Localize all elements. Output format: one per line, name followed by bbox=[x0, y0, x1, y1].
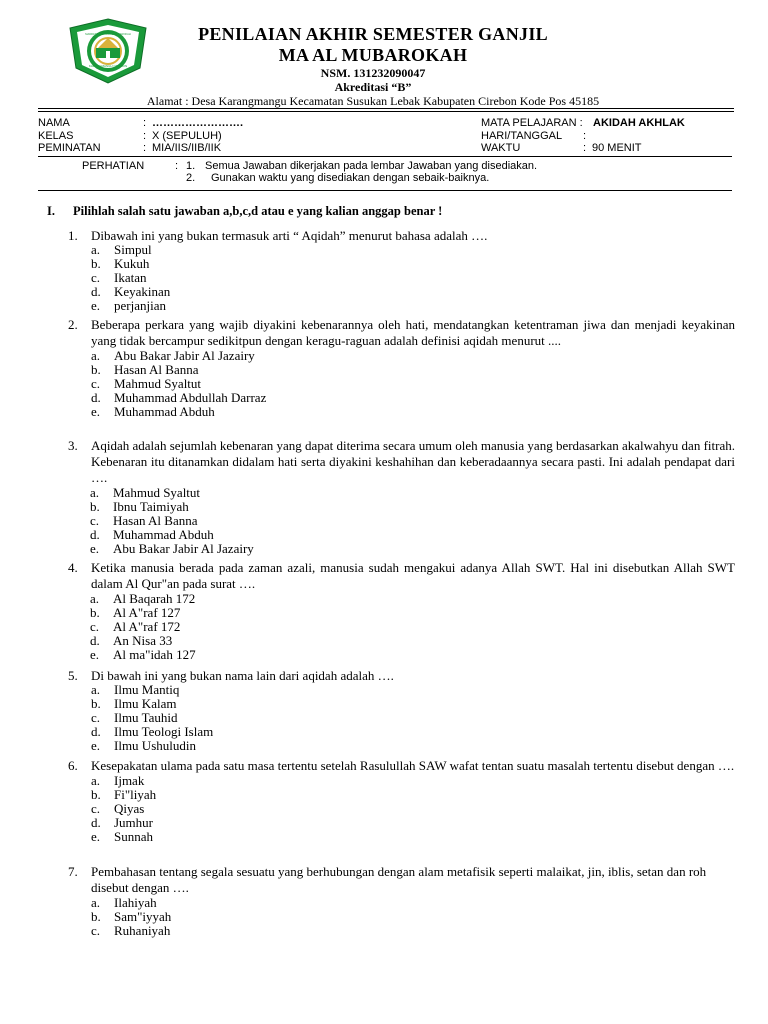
option-item bbox=[91, 285, 735, 299]
option-item bbox=[91, 830, 735, 844]
kelas-label: KELAS bbox=[38, 130, 74, 142]
option-letter: d. bbox=[91, 724, 101, 739]
question-text: Aqidah adalah sejumlah kebenaran yang dapat diterima secara umum oleh manusia yang berdasarkan akalwahyu dan fitrah. Kebenaran itu ditanamkan didalam hati serta diyakini keshahihan dan keberadaannya secara pasti. Ini adalah pendapat dari …. bbox=[91, 438, 735, 485]
section-heading bbox=[47, 204, 442, 219]
hari-label: HARI/TANGGAL bbox=[481, 130, 563, 142]
option-letter: a. bbox=[90, 485, 100, 500]
header-divider bbox=[38, 108, 734, 109]
nsm-number: NSM. 131232090047 bbox=[320, 66, 426, 80]
option-text: Mahmud Syaltut bbox=[113, 485, 201, 500]
option-letter: c. bbox=[91, 923, 101, 938]
question-text: Di bawah ini yang bukan nama lain dari aqidah adalah …. bbox=[91, 668, 394, 683]
option-letter: d. bbox=[90, 527, 100, 542]
option-item bbox=[91, 363, 735, 377]
option-item bbox=[91, 405, 735, 419]
option-text: Ikatan bbox=[114, 270, 147, 285]
option-text: Mahmud Syaltut bbox=[114, 376, 202, 391]
option-text: Ilmu Kalam bbox=[114, 696, 177, 711]
option-item bbox=[91, 788, 735, 802]
option-item bbox=[91, 774, 735, 788]
option-item bbox=[91, 725, 735, 739]
question-text: Ketika manusia berada pada zaman azali, manusia sudah mengakui adanya Allah SWT. Hal ini disebutkan Allah SWT dalam Al Qur"an pada surat …. bbox=[91, 560, 735, 591]
question-number: 1. bbox=[68, 228, 78, 243]
option-letter: a. bbox=[91, 348, 101, 363]
option-letter: c. bbox=[91, 710, 101, 725]
option-letter: c. bbox=[91, 801, 101, 816]
option-text: Hasan Al Banna bbox=[114, 362, 199, 377]
option-item bbox=[90, 500, 735, 514]
question-4 bbox=[68, 560, 735, 662]
option-letter: b. bbox=[91, 362, 101, 377]
perhatian-item1-num: 1. bbox=[186, 160, 196, 172]
perhatian-item2: Gunakan waktu yang disediakan dengan sebaik-baiknya. bbox=[211, 172, 490, 184]
option-item bbox=[91, 910, 735, 924]
question-2 bbox=[68, 317, 735, 419]
option-text: Kukuh bbox=[114, 256, 150, 271]
header-divider-thin bbox=[38, 111, 734, 112]
section-title: Pilihlah salah satu jawaban a,b,c,d atau e yang kalian anggap benar ! bbox=[73, 204, 443, 218]
option-text: Al A"raf 127 bbox=[113, 605, 181, 620]
peminatan-value: MIA/IIS/IIB/IIK bbox=[152, 142, 222, 154]
perhatian-label: PERHATIAN bbox=[82, 160, 145, 172]
option-item bbox=[90, 634, 735, 648]
option-list bbox=[91, 243, 735, 313]
question-1 bbox=[68, 228, 735, 313]
option-letter: b. bbox=[90, 499, 100, 514]
option-letter: b. bbox=[91, 909, 101, 924]
option-text: Ilmu Ushuludin bbox=[114, 738, 196, 753]
accreditation: Akreditasi “B” bbox=[334, 80, 412, 94]
option-letter: d. bbox=[91, 284, 101, 299]
option-item bbox=[91, 739, 735, 753]
hari-sep: : bbox=[583, 130, 587, 142]
question-number: 6. bbox=[68, 758, 78, 773]
option-text: Sunnah bbox=[114, 829, 153, 844]
option-text: Muhammad Abdullah Darraz bbox=[114, 390, 267, 405]
option-text: Fi"liyah bbox=[114, 787, 157, 802]
option-letter: a. bbox=[91, 682, 101, 697]
option-text: Ilmu Mantiq bbox=[114, 682, 180, 697]
option-text: Al ma"idah 127 bbox=[113, 647, 196, 662]
option-text: Al Baqarah 172 bbox=[113, 591, 196, 606]
option-letter: a. bbox=[90, 591, 100, 606]
option-text: Muhammad Abduh bbox=[114, 404, 215, 419]
option-item bbox=[91, 243, 735, 257]
option-text: Abu Bakar Jabir Al Jazairy bbox=[113, 541, 254, 556]
option-text: Jumhur bbox=[114, 815, 153, 830]
option-letter: b. bbox=[90, 605, 100, 620]
option-letter: e. bbox=[91, 829, 101, 844]
nama-sep: : bbox=[143, 117, 147, 129]
option-letter: a. bbox=[91, 895, 101, 910]
option-item bbox=[90, 528, 735, 542]
page-title-line2: MA AL MUBAROKAH bbox=[278, 45, 468, 65]
perhatian-divider bbox=[38, 190, 732, 191]
option-item bbox=[91, 896, 735, 910]
option-letter: e. bbox=[90, 541, 100, 556]
perhatian-item2-num: 2. bbox=[186, 172, 196, 184]
option-text: Ilmu Tauhid bbox=[114, 710, 178, 725]
question-3 bbox=[68, 438, 735, 556]
question-number: 7. bbox=[68, 864, 78, 879]
option-text: Hasan Al Banna bbox=[113, 513, 198, 528]
question-number: 5. bbox=[68, 668, 78, 683]
option-letter: c. bbox=[91, 376, 101, 391]
option-letter: a. bbox=[91, 773, 101, 788]
nama-label: NAMA bbox=[38, 117, 70, 129]
question-text: Dibawah ini yang bukan termasuk arti “ Aqidah” menurut bahasa adalah …. bbox=[91, 228, 488, 243]
option-letter: a. bbox=[91, 242, 101, 257]
option-letter: b. bbox=[91, 787, 101, 802]
question-number: 2. bbox=[68, 317, 78, 332]
option-item bbox=[91, 683, 735, 697]
question-6 bbox=[68, 758, 735, 844]
option-letter: d. bbox=[91, 390, 101, 405]
option-list bbox=[91, 774, 735, 844]
option-text: Ilahiyah bbox=[114, 895, 157, 910]
option-item bbox=[91, 697, 735, 711]
question-text: Kesepakatan ulama pada satu masa tertentu setelah Rasulullah SAW wafat tentan suatu masalah tertentu disebut dengan …. bbox=[91, 758, 735, 773]
logo-outer-text: MADRASAH ALIYAH AL MUBAROKAH bbox=[85, 33, 131, 36]
option-letter: c. bbox=[91, 270, 101, 285]
waktu-sep: : bbox=[583, 142, 587, 154]
option-item bbox=[91, 271, 735, 285]
option-item bbox=[90, 648, 735, 662]
option-letter: d. bbox=[90, 633, 100, 648]
option-text: Ibnu Taimiyah bbox=[113, 499, 189, 514]
option-item bbox=[91, 349, 735, 363]
mapel-value: AKIDAH AKHLAK bbox=[593, 117, 685, 129]
option-item bbox=[91, 377, 735, 391]
option-letter: c. bbox=[90, 513, 100, 528]
question-number: 3. bbox=[68, 438, 78, 453]
question-7 bbox=[68, 864, 735, 938]
option-letter: d. bbox=[91, 815, 101, 830]
option-letter: e. bbox=[91, 738, 101, 753]
perhatian-sep: : bbox=[175, 160, 179, 172]
option-text: perjanjian bbox=[114, 298, 166, 313]
option-letter: c. bbox=[90, 619, 100, 634]
mapel-label: MATA PELAJARAN : bbox=[481, 117, 583, 129]
option-letter: b. bbox=[91, 696, 101, 711]
option-item bbox=[91, 816, 735, 830]
option-item bbox=[91, 711, 735, 725]
option-item bbox=[91, 924, 735, 938]
option-item bbox=[91, 391, 735, 405]
logo-inner-text: KARANGMANGU CIREBON bbox=[88, 64, 128, 68]
question-number: 4. bbox=[68, 560, 78, 575]
option-item bbox=[90, 620, 735, 634]
option-list bbox=[91, 896, 735, 938]
option-text: Al A"raf 172 bbox=[113, 619, 181, 634]
option-text: Qiyas bbox=[114, 801, 145, 816]
option-item bbox=[90, 486, 735, 500]
school-address: Alamat : Desa Karangmangu Kecamatan Susukan Lebak Kabupaten Cirebon Kode Pos 45185 bbox=[146, 94, 600, 108]
question-text: Beberapa perkara yang wajib diyakini kebenarannya oleh hati, mendatangkan ketentraman jiwa dan menjadi keyakinan yang tidak bercampur sedikitpun dengan keragu-raguan adalah definisi aqidah menurut .... bbox=[91, 317, 735, 348]
kelas-sep: : bbox=[143, 130, 147, 142]
option-letter: e. bbox=[90, 647, 100, 662]
option-list bbox=[91, 683, 735, 753]
waktu-label: WAKTU bbox=[481, 142, 521, 154]
option-item bbox=[90, 606, 735, 620]
option-text: Ilmu Teologi Islam bbox=[114, 724, 214, 739]
option-item bbox=[90, 592, 735, 606]
question-text: Pembahasan tentang segala sesuatu yang berhubungan dengan alam metafisik seperti malaikat, jin, iblis, setan dan roh disebut dengan …. bbox=[91, 864, 707, 895]
section-roman: I. bbox=[47, 204, 55, 218]
info-divider bbox=[38, 156, 732, 157]
nama-value: ……………………. bbox=[152, 117, 244, 129]
peminatan-label: PEMINATAN bbox=[38, 142, 101, 154]
option-text: Simpul bbox=[114, 242, 152, 257]
option-item bbox=[90, 542, 735, 556]
option-text: Ijmak bbox=[114, 773, 145, 788]
waktu-value: 90 MENIT bbox=[592, 142, 642, 154]
option-letter: e. bbox=[91, 298, 101, 313]
peminatan-sep: : bbox=[143, 142, 147, 154]
option-list bbox=[90, 592, 735, 662]
option-list bbox=[91, 349, 735, 419]
option-letter: b. bbox=[91, 256, 101, 271]
option-text: Sam"iyyah bbox=[114, 909, 172, 924]
question-5 bbox=[68, 668, 735, 753]
page-title-line1: PENILAIAN AKHIR SEMESTER GANJIL bbox=[198, 24, 548, 44]
option-text: Muhammad Abduh bbox=[113, 527, 214, 542]
option-text: Abu Bakar Jabir Al Jazairy bbox=[114, 348, 255, 363]
perhatian-item1: Semua Jawaban dikerjakan pada lembar Jawaban yang disediakan. bbox=[205, 160, 538, 172]
kelas-value: X (SEPULUH) bbox=[152, 130, 222, 142]
option-item bbox=[91, 802, 735, 816]
option-letter: e. bbox=[91, 404, 101, 419]
option-list bbox=[90, 486, 735, 556]
option-item bbox=[90, 514, 735, 528]
option-item bbox=[91, 257, 735, 271]
option-item bbox=[91, 299, 735, 313]
option-text: Keyakinan bbox=[114, 284, 171, 299]
option-text: Ruhaniyah bbox=[114, 923, 171, 938]
option-text: An Nisa 33 bbox=[113, 633, 173, 648]
